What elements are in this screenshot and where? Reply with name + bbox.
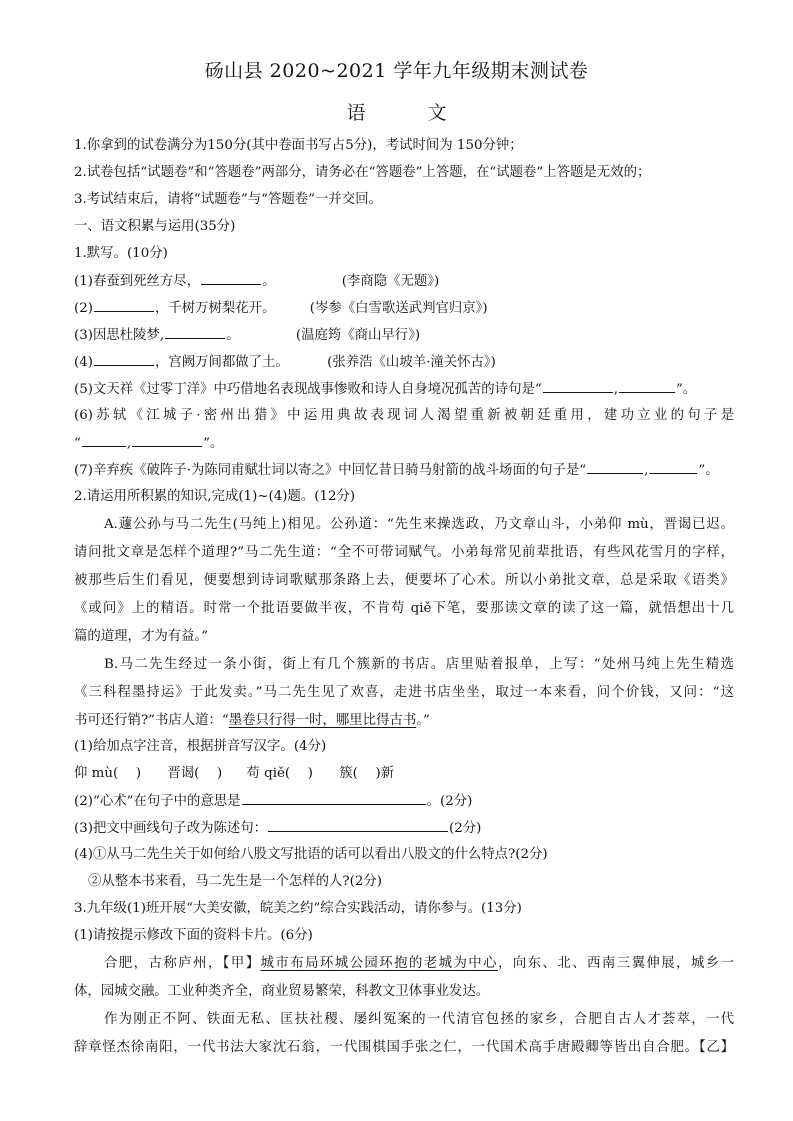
q1-item-3 [74,323,734,347]
q3-passage-line-1 [104,952,734,976]
subject-char-2: 文 [427,102,447,124]
q1-item-2-source: (岑参《白雪歌送武判官归京》) [309,301,488,316]
passage-b-line-2: 《三科程墨持运》于此发卖。”马二先生见了欢喜，走进书店坐坐，取过一本来看，问个价钱，又问：“这 [74,685,734,700]
q1-item-4-text: ，宫阙万间都做了土。 [154,355,289,370]
q1-item-7-end: ”。 [698,463,719,478]
q1-item-5 [74,377,734,401]
q2-sub-4b: ②从整本书来看，马二先生是一个怎样的人?(2分) [88,874,382,889]
q1-item-3-source: (温庭筠《商山早行》) [295,328,421,343]
answer-blank[interactable] [268,816,448,832]
q1-item-4 [74,350,734,374]
q1-item-7-sep: , [644,463,649,478]
q1-item-6: (6)苏轼《江城子·密州出猎》中运用典故表现词人渴望重新被朝廷重用，建功立业的句子是 [74,408,734,423]
q2-sub-3-text: (3)把文中画线句子改为陈述句： [74,821,268,836]
answer-blank[interactable] [201,269,261,285]
instruction-2: 2.试卷包括“试题卷”和“答题卷”两部分，请务必在“答题卷”上答题，在“试题卷”上答题是无效的； [74,165,651,180]
q3-sub-1: (1)请按提示修改下面的资料卡片。(6分) [74,928,313,943]
answer-blank[interactable] [165,323,225,339]
q1-item-7-text: (7)辛弃疾《破阵子·为陈同甫赋壮词以寄之》中回忆昔日骑马射箭的战斗场面的句子是“ [74,463,587,478]
answer-blank[interactable] [649,458,697,474]
q2-sub-3-end: (2分) [449,821,482,836]
q1-item-6-end: ”。 [203,436,224,451]
q1-item-2-num: (2) [74,301,93,316]
answer-blank[interactable] [94,350,154,366]
answer-blank[interactable] [242,789,426,805]
exam-title: 砀山县 2020~2021 学年九年级期末测试卷 [204,60,589,82]
passage-b-line-3-text: 书可还行销?”书店人道：“ [74,713,229,728]
q1-item-1-end: 。 [262,274,276,289]
q3-passage-line-4: 辞章怪杰徐南阳，一代书法大家沈石翁，一代围棋国手张之仁，一代国术高手唐殿卿等皆出自合肥。【乙】 [74,1040,734,1055]
answer-blank[interactable] [587,458,643,474]
subject-char-1: 语 [346,102,366,124]
pinyin-item-4: 簇( )新 [339,766,395,781]
q2-sub-3 [74,816,734,840]
passage-a-line-2: 请问批文章是怎样个道理?”马二先生道：“全不可带词赋气。小弟每常见前辈批语，有些风花雪月的字样， [74,545,734,560]
q1-item-6-sep: , [126,436,132,451]
underlined-sentence: 墨卷只行得一时，哪里比得古书 [228,713,417,728]
q1-item-5-sep: , [613,382,618,397]
pinyin-item-1: 仰 mù( ) [74,766,142,781]
q2-sub-1: (1)给加点字注音，根据拼音写汉字。(4分) [74,739,327,754]
answer-blank[interactable] [132,431,202,447]
q2-sub-1-row [74,762,734,786]
instruction-1: 1.你拿到的试卷满分为150分(其中卷面书写占5分)，考试时间为 150分钟； [74,138,523,153]
pinyin-item-3: 苟 qiě( ) [246,766,314,781]
q1-item-1-text: (1)春蚕到死丝方尽， [74,274,201,289]
q1-item-7 [74,458,734,482]
q1-item-2 [74,296,734,320]
question-2-heading: 2.请运用所积累的知识,完成(1)~(4)题。(12分) [74,489,356,504]
q3-passage-line-1-end: ，向东、北、西南三翼伸展，城乡一 [498,956,734,971]
pinyin-item-2: 晋谒( ) [167,766,223,781]
question-1-heading: 1.默写。(10分) [74,246,168,261]
q2-sub-4a: (4)①从马二先生关于如何给八股文写批语的话可以看出八股文的什么特点?(2分) [74,847,548,862]
question-3-heading: 3.九年级(1)班开展“大美安徽，皖美之约”综合实践活动，请你参与。(13分) [74,901,522,916]
q1-item-2-text: ，千树万树梨花开。 [154,301,276,316]
q1-item-1-source: (李商隐《无题》) [341,274,440,289]
answer-blank[interactable] [543,377,613,393]
instruction-3: 3.考试结束后，请将“试题卷”与“答题卷”一并交回。 [74,192,382,207]
q1-item-1 [74,269,734,293]
q2-sub-2-end: 。(2分) [426,794,473,809]
q2-sub-2-text: (2)“心术”在句子中的意思是 [74,794,241,809]
passage-a-line-3: 被那些后生们看见，便要想到诗词歌赋那条路上去，便要坏了心术。所以小弟批文章，总是采取《语类》 [74,573,734,588]
subject-title [0,98,793,125]
q1-item-3-text: (3)因思杜陵梦, [74,328,165,343]
q1-item-6-open: “ [74,436,81,451]
passage-a-line-4: 《或问》上的精语。时常一个批语要做半夜，不肯苟 qiě下笔，要那读文章的读了这一篇，就悟想出十几 [74,601,734,616]
passage-a-line-5: 篇的道理，才为有益。” [74,629,209,644]
underlined-sentence-jia: 城市布局环城公园环抱的老城为中心 [260,956,498,971]
section-heading: 一、语文积累与运用(35分) [74,219,236,234]
q3-passage-line-3: 作为刚正不阿、铁面无私、匡扶社稷、屡纠冤案的一代清官包拯的家乡，合肥自古人才荟萃，一代 [104,1012,734,1027]
q1-item-6-cont [74,431,734,455]
q3-passage-line-1-text: 合肥，古称庐州，【甲】 [104,956,261,971]
q1-item-4-source: (张养浩《山坡羊·潼关怀古》) [327,355,496,370]
passage-a-line-1: A.蘧公孙与马二先生(马纯上)相见。公孙道：“先生来操选政，乃文章山斗，小弟仰 mù，晋谒已迟。 [104,517,734,532]
q2-sub-2 [74,789,734,813]
passage-b-line-3-end: 。” [416,713,430,728]
answer-blank[interactable] [619,377,675,393]
q1-item-4-num: (4) [74,355,93,370]
q1-item-3-end: 。 [226,328,240,343]
answer-blank[interactable] [94,296,154,312]
passage-b-line-1: B.马二先生经过一条小街，街上有几个簇新的书店。店里贴着报单，上写：“处州马纯上先生精选 [104,657,734,672]
q3-passage-line-2: 体，园城交融。工业种类齐全，商业贸易繁荣，科教文卫体事业发达。 [74,984,490,999]
answer-blank[interactable] [82,431,126,447]
q1-item-5-end: ”。 [675,382,697,397]
passage-b-line-3 [74,709,734,733]
q1-item-5-text: (5)文天祥《过零丁洋》中巧借地名表现战事惨败和诗人自身境况孤苦的诗句是“ [74,382,542,397]
